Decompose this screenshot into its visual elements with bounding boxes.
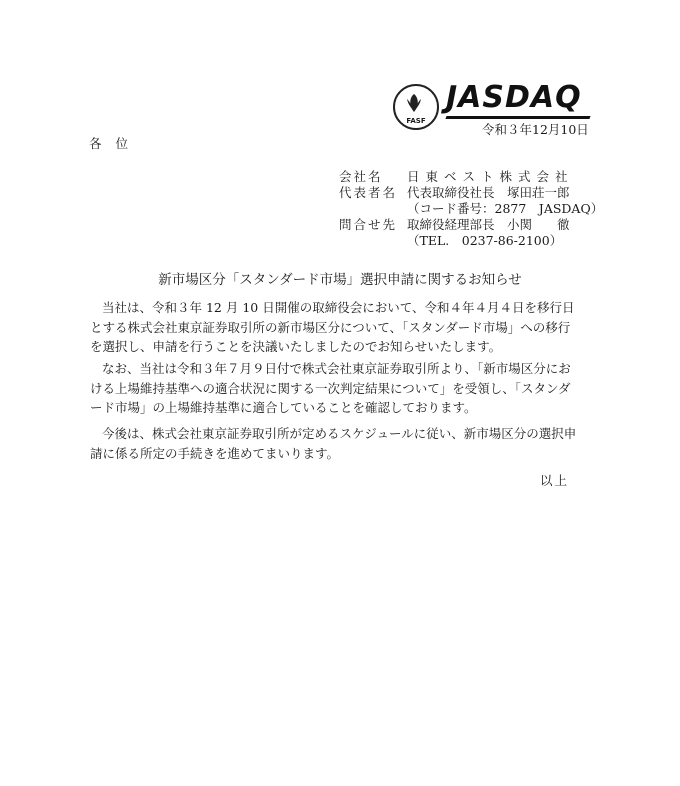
body-paragraph-2: なお、当社は令和３年７月９日付で株式会社東京証券取引所より、「新市場区分における上場維持基準への適合状況に関する一次判定結果について」を受領し、「スタンダード市場」の上場維持基準に適合していることを確認しております。: [90, 361, 571, 415]
jasdaq-logo: JASDAQ: [446, 80, 582, 115]
logo-underline: [445, 116, 590, 119]
addressee: 各位: [89, 136, 143, 151]
document-title: 新市場区分「スタンダード市場」選択申請に関するお知らせ: [158, 272, 522, 288]
document-date: 令和３年12月10日: [482, 122, 589, 137]
contact-label: 問合せ先: [339, 217, 398, 232]
seal-label: FASF: [406, 117, 426, 125]
representative-label: 代表者名: [339, 185, 398, 200]
representative-value: 代表取締役社長 塚田荘一郎: [406, 185, 570, 200]
body-paragraph-1: 当社は、令和３年 12 月 10 日開催の取締役会において、令和４年４月４日を移行日とする株式会社東京証券取引所の新市場区分について、「スタンダード市場」への移行を選択し、申請を行うことを決議いたしましたのでお知らせいたします。: [90, 300, 575, 354]
leaf-emblem-icon: [403, 92, 425, 114]
stock-code: （コード番号：2877 JASDAQ）: [407, 201, 604, 216]
company-name-value: 日東ベスト株式会社: [406, 169, 574, 184]
telephone: （TEL. 0237-86-2100）: [407, 233, 563, 248]
fasf-seal-logo: [393, 84, 439, 130]
body-paragraph-3: 今後は、株式会社東京証券取引所が定めるスケジュールに従い、新市場区分の選択申請に係る所定の手続きを進めてまいります。: [90, 426, 577, 461]
company-name-label: 会社名: [339, 169, 383, 184]
contact-value: 取締役経理部長 小関 徹: [406, 217, 570, 232]
closing-remark: 以上: [540, 473, 570, 488]
